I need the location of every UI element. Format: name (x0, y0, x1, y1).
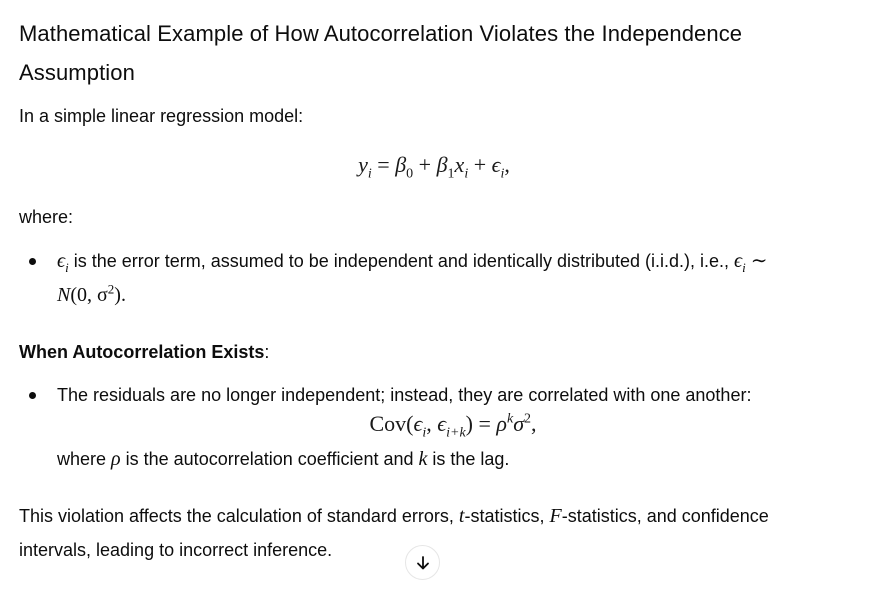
regression-equation: $y_i = \beta_0 + \beta_1x_i + \epsilon_i$, (358, 152, 510, 182)
intro-paragraph: In a simple linear regression model: (19, 106, 304, 126)
conclusion-paragraph: This violation affects the calculation of standard errors, t-statistics, F-statistics, and confidence intervals, leading to incorrect inference. (19, 505, 769, 560)
covariance-equation: $Cov(\epsilon_i$, $\epsilon_{i+k}) = \rho^k\sigma^2$, (369, 411, 537, 441)
lag-explanation: where ρ is the autocorrelation coefficient and k is the lag. (57, 448, 510, 470)
bullet-dot (29, 258, 36, 265)
list-item-residuals: The residuals are no longer independent; instead, they are correlated with one another: (57, 385, 752, 405)
section-heading: Mathematical Example of How Autocorrelation Violates the Independence Assumption (19, 21, 743, 85)
list-item-error-term: $\epsilon_i$ is the error term, assumed to be independent and identically distributed (i.i.d.), i.e., $\epsilon_i$ ∼ N(0, $\sigma^2$). (57, 250, 768, 306)
arrow-down-icon (415, 555, 431, 571)
scroll-to-bottom-button[interactable] (405, 545, 440, 580)
subsection-title: When Autocorrelation Exists: (19, 342, 270, 362)
bullet-dot (29, 392, 36, 399)
where-label: where: (19, 207, 74, 227)
